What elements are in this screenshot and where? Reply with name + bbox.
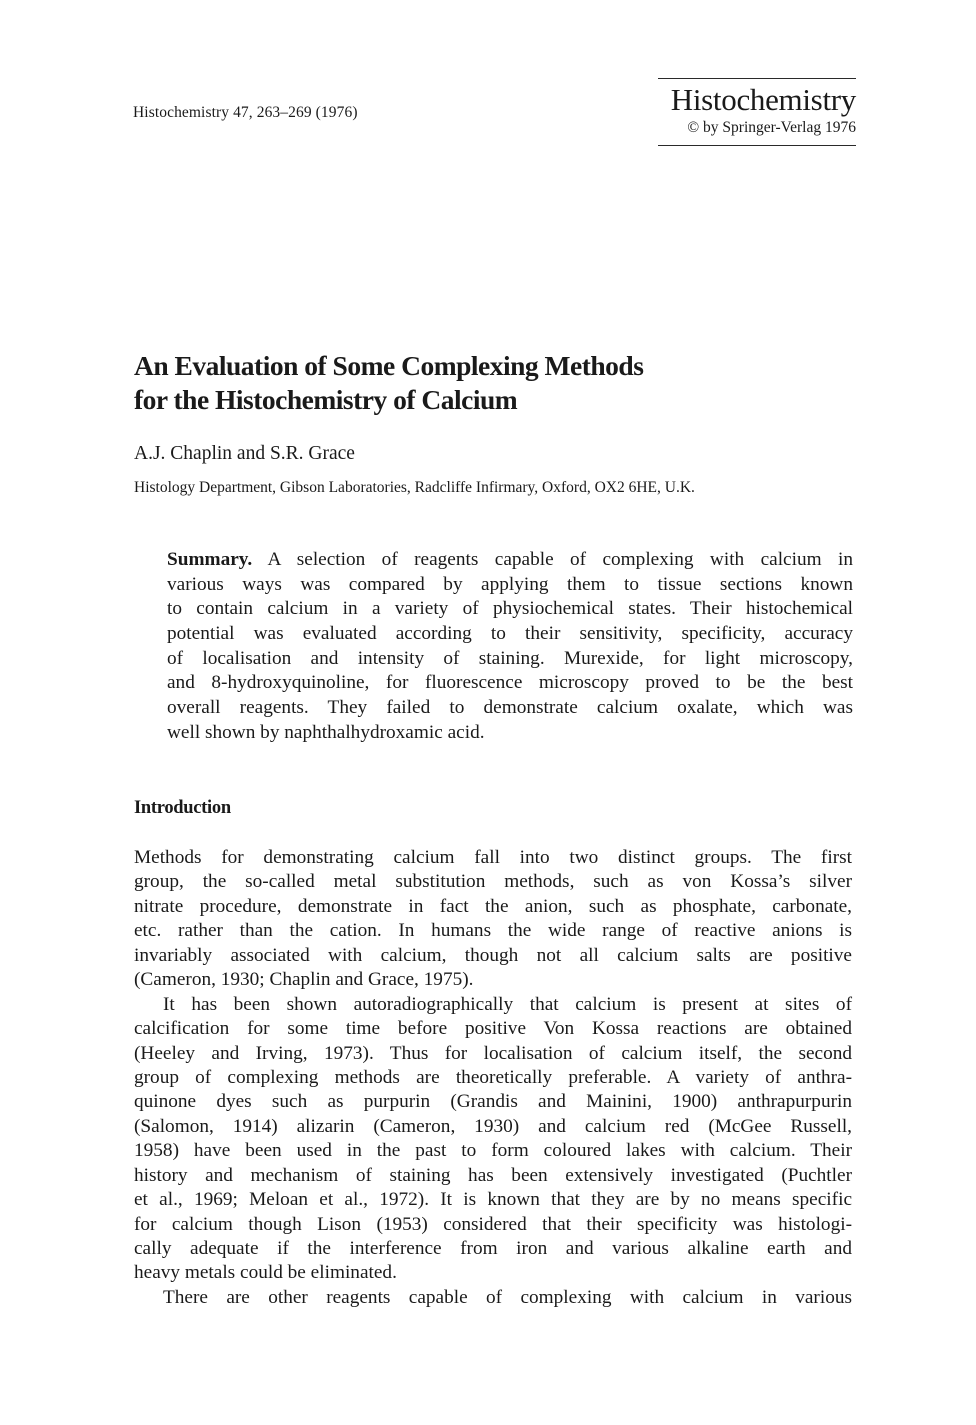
summary-line: of localisation and intensity of staining. Murexide, for light microscopy, [167, 647, 853, 669]
summary-line: and 8-hydroxyquinoline, for fluorescence microscopy proved to be the best [167, 672, 853, 694]
body-line: history and mechanism of staining has been extensively investigated (Puchtler [134, 1164, 852, 1186]
body-line: heavy metals could be eliminated. [134, 1262, 397, 1284]
body-line: (Cameron, 1930; Chaplin and Grace, 1975). [134, 969, 474, 991]
masthead-top-rule [658, 78, 856, 79]
body-line: group, the so-called metal substitution methods, such as von Kossa’s silver [134, 871, 852, 893]
body-line: invariably associated with calcium, though not all calcium salts are positive [134, 944, 852, 966]
body-line: (Heeley and Irving, 1973). Thus for localisation of calcium itself, the second [134, 1042, 852, 1064]
summary-line: to contain calcium in a variety of physiochemical states. Their histochemical [167, 598, 853, 620]
paragraph [134, 993, 852, 1286]
body-line: quinone dyes such as purpurin (Grandis and Mainini, 1900) anthrapurpurin [134, 1091, 852, 1113]
masthead-bottom-rule [658, 145, 856, 146]
affiliation: Histology Department, Gibson Laboratories, Radcliffe Infirmary, Oxford, OX2 6HE, U.K. [134, 479, 695, 496]
body-line: There are other reagents capable of complexing with calcium in various [163, 1286, 852, 1308]
body-line: cally adequate if the interference from iron and various alkaline earth and [134, 1238, 852, 1259]
body-line: group of complexing methods are theoretically preferable. A variety of anthra- [134, 1066, 852, 1088]
body-line: calcification for some time before positive Von Kossa reactions are obtained [134, 1018, 852, 1040]
journal-name: Histochemistry [670, 82, 856, 117]
body-line: It has been shown autoradiographically that calcium is present at sites of [163, 993, 852, 1015]
copyright-notice: © by Springer-Verlag 1976 [687, 119, 856, 136]
body-line: Methods for demonstrating calcium fall into two distinct groups. The first [134, 847, 852, 868]
title-line: for the Histochemistry of Calcium [134, 384, 518, 415]
body-line: 1958) have been used in the past to form coloured lakes with calcium. Their [134, 1140, 852, 1162]
paragraph [134, 846, 852, 993]
body-line: nitrate procedure, demonstrate in fact the anion, such as phosphate, carbonate, [134, 895, 852, 917]
summary-line: well shown by naphthalhydroxamic acid. [167, 721, 485, 743]
summary-line [167, 548, 853, 573]
journal-masthead [658, 78, 856, 146]
article-title [134, 349, 643, 417]
introduction-body [134, 846, 852, 1310]
section-heading-introduction: Introduction [134, 798, 231, 818]
paragraph [134, 1286, 852, 1310]
summary-text: A selection of reagents capable of complexing with calcium in [252, 549, 853, 570]
body-line: et al., 1969; Meloan et al., 1972). It is known that they are by no means specific [134, 1189, 852, 1211]
authors: A.J. Chaplin and S.R. Grace [134, 443, 355, 464]
summary-line: overall reagents. They failed to demonstrate calcium oxalate, which was [167, 697, 853, 719]
summary-heading: Summary. [167, 549, 253, 570]
summary [167, 548, 853, 746]
body-line: (Salomon, 1914) alizarin (Cameron, 1930) and calcium red (McGee Russell, [134, 1115, 852, 1137]
title-line: An Evaluation of Some Complexing Methods [134, 350, 644, 381]
summary-line: potential was evaluated according to their sensitivity, specificity, accuracy [167, 623, 853, 645]
citation: Histochemistry 47, 263–269 (1976) [133, 104, 358, 121]
body-line: etc. rather than the cation. In humans the wide range of reactive anions is [134, 920, 852, 942]
summary-line: various ways was compared by applying them to tissue sections known [167, 573, 853, 595]
body-line: for calcium though Lison (1953) considered that their specificity was histologi- [134, 1213, 852, 1235]
